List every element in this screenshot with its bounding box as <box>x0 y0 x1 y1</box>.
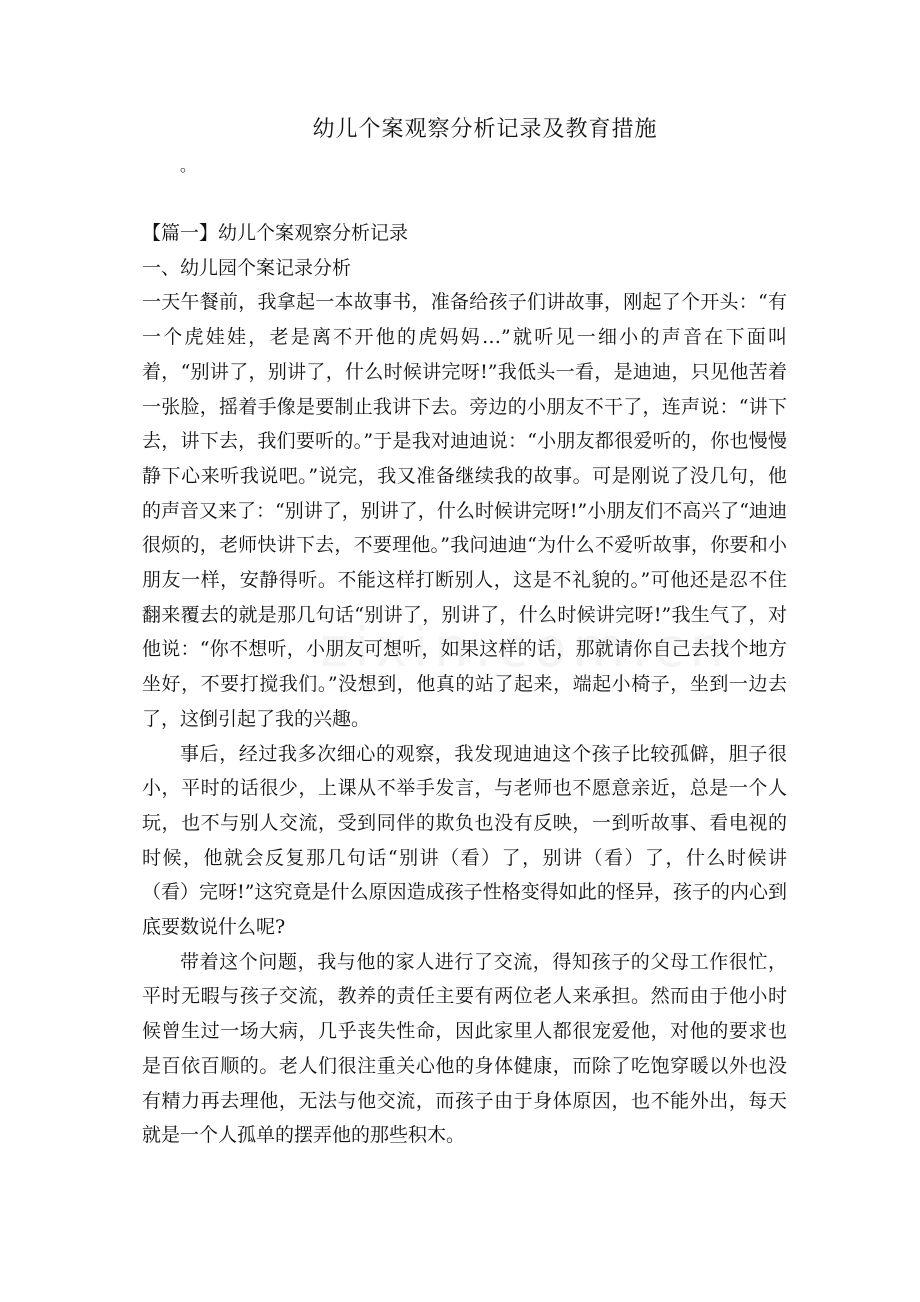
document-title: 幼儿个案观察分析记录及教育措施 <box>312 117 658 142</box>
subheading: 一、幼儿园个案记录分析 <box>142 256 352 279</box>
paragraph-2: 事后，经过我多次细心的观察，我发现迪迪这个孩子比较孤僻，胆子很小，平时的话很少，上课从不举手发言，与老师也不愿意亲近，总是一个人玩，也不与别人交流，受到同伴的欺负也没有反映，一到听故事、看电视的时候，他就会反复那几句话“别讲（看）了，别讲（看）了，什么时候讲（看）完呀!”这究竟是什么原因造成孩子性格变得如此的怪异，孩子的内心到底要数说什么呢? <box>142 742 787 939</box>
document-body <box>142 216 787 1153</box>
paragraph-1: 一天午餐前，我拿起一本故事书，准备给孩子们讲故事，刚起了个开头：“有一个虎娃娃，老是离不开他的虎妈妈…”就听见一细小的声音在下面叫着，“别讲了，别讲了，什么时候讲完呀!”我低头一看，是迪迪，只见他苦着一张脸，摇着手像是要制止我讲下去。旁边的小朋友不干了，连声说：“讲下去，讲下去，我们要听的。”于是我对迪迪说：“小朋友都很爱听的，你也慢慢静下心来听我说吧。”说完，我又准备继续我的故事。可是刚说了没几句，他的声音又来了：“别讲了，别讲了，什么时候讲完呀!”小朋友们不高兴了“迪迪很烦的，老师快讲下去，不要理他。”我问迪迪“为什么不爱听故事，你要和小朋友一样，安静得听。不能这样打断别人，这是不礼貌的。”可他还是忍不住翻来覆去的就是那几句话“别讲了，别讲了，什么时候讲完呀!”我生气了，对他说：“你不想听，小朋友可想听，如果这样的话，那就请你自己去找个地方坐好，不要打搅我们。”没想到，他真的站了起来，端起小椅子，坐到一边去了，这倒引起了我的兴趣。 <box>142 291 787 730</box>
paragraph-3: 带着这个问题，我与他的家人进行了交流，得知孩子的父母工作很忙，平时无暇与孩子交流，教养的责任主要有两位老人来承担。然而由于他小时候曾生过一场大病，几乎丧失性命，因此家里人都很宠爱他，对他的要求也是百依百顺的。老人们很注重关心他的身体健康，而除了吃饱穿暖以外也没有精力再去理他，无法与他交流，而孩子由于身体原因，也不能外出，每天就是一个人孤单的摆弄他的那些积木。 <box>142 950 787 1147</box>
stray-dot: 。 <box>180 156 197 175</box>
section-heading: 【篇一】幼儿个案观察分析记录 <box>142 222 409 244</box>
